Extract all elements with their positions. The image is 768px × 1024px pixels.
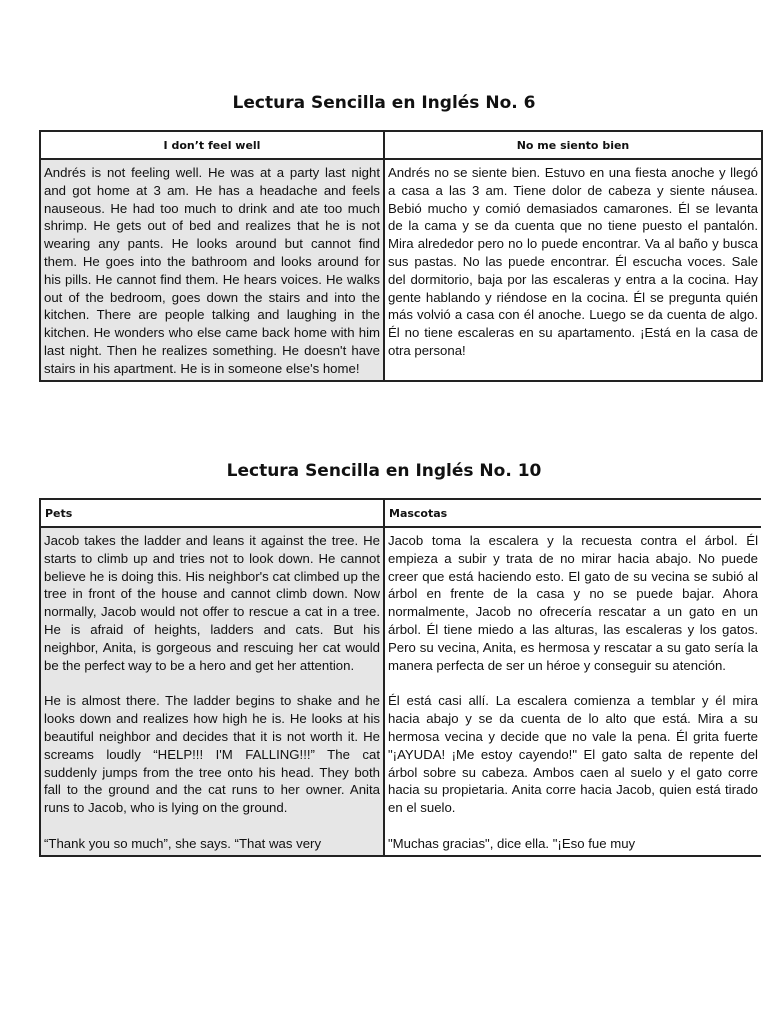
reading-6-text-english [40,159,384,381]
reading-6-text-spanish [384,159,762,381]
reading-10-title: Lectura Sencilla en Inglés No. 10 [226,461,542,481]
reading-10-header-english: Pets [40,499,384,527]
reading-6-paragraph-spanish: Andrés no se siente bien. Estuvo en una fiesta anoche y llegó a casa a las 3 am. Tiene dolor de cabeza y siente náusea. Bebió mucho y comió demasiados camarones. Él se levanta de la cama y se da cuenta que no tiene puesto el pantalón. Mira alrededor pero no lo puede encontrar. Va al baño y busca sus pastas. No las puede encontrar. Él escucha voces. Sale del dormitorio, baja por las escaleras y entra a la cocina. Hay gente hablando y riéndose en la cocina. Él se pregunta quién más volvió a casa con él anoche. Luego se da cuenta de algo. Él no tiene escaleras en su apartamento. ¡Está en la casa de otra persona! [388,165,758,358]
reading-10-header-spanish: Mascotas [384,499,761,527]
reading-10-paragraph-2-spanish: Él está casi allí. La escalera comienza a temblar y él mira hacia abajo y se da cuenta de lo alto que está. Mira a su hermosa vecina y decide que no vale la pena. Él grita fuerte "¡AYUDA! ¡Me estoy cayendo!" El gato salta de repente del árbol sobre su cabeza. Ambos caen al suelo y el gato corre hacia su propietaria. Anita corre hacia Jacob, quien está tirado en el suelo. [388,693,758,816]
reading-6-header-english: I don’t feel well [40,131,384,159]
reading-6-header-spanish: No me siento bien [384,131,762,159]
reading-10-table-viewport [39,498,761,918]
reading-10-paragraph-2-english: He is almost there. The ladder begins to shake and he looks down and realizes how high he is. He looks at his beautiful neighbor and decides that it is not worth it. He screams loudly “HELP!!! I'M FALLING!!!” The cat suddenly jumps from the tree onto his head. They both fall to the ground and the cat runs to her owner. Anita runs to Jacob, who is lying on the ground. [44,693,380,816]
reading-10-paragraph-1-spanish: Jacob toma la escalera y la recuesta contra el árbol. Él empieza a subir y trata de no mirar hacia abajo. No puede creer que está haciendo esto. El gato de su vecina se subió al árbol en frente de la casa y no se puede bajar. Ahora normalmente, Jacob no ofrecería rescatar a un gato en un árbol. Él tiene miedo a las alturas, las escaleras y los gatos. Pero su vecina, Anita, es hermosa y rescatar a su gato sería la manera perfecta de ser un héroe y conseguir su atención. [388,533,758,673]
reading-6-title: Lectura Sencilla en Inglés No. 6 [232,93,536,113]
reading-10-paragraph-3-spanish: "Muchas gracias", dice ella. "¡Eso fue muy [388,835,636,851]
reading-10-text-english [40,527,384,856]
reading-10-table [39,498,761,857]
reading-10-paragraph-1-english: Jacob takes the ladder and leans it against the tree. He starts to climb up and tries not to look down. He cannot believe he is doing this. His neighbor's cat climbed up the tree in front of the house and cannot climb down. Now normally, Jacob would not offer to rescue a cat in a tree. He is afraid of heights, ladders and cats. But his neighbor, Anita, is gorgeous and rescuing her cat would be the perfect way to be a hero and get her attention. [44,533,380,673]
reading-10-paragraph-3-english: “Thank you so much”, she says. “That was very [44,835,322,851]
reading-6-table [39,130,763,382]
reading-6-paragraph-english: Andrés is not feeling well. He was at a party last night and got home at 3 am. He has a headache and feels nauseous. He had too much to drink and ate too much shrimp. He gets out of bed and realizes that he is not wearing any pants. He looks around but cannot find them. He goes into the bathroom and looks around for his pills. He cannot find them. He hears voices. He walks out of the bedroom, goes down the stairs and into the kitchen. There are people talking and laughing in the kitchen. He wonders who else came back home with him last night. Then he realizes something. He doesn't have stairs in his apartment. He is in someone else's home! [44,165,380,376]
reading-10-text-spanish [384,527,761,856]
